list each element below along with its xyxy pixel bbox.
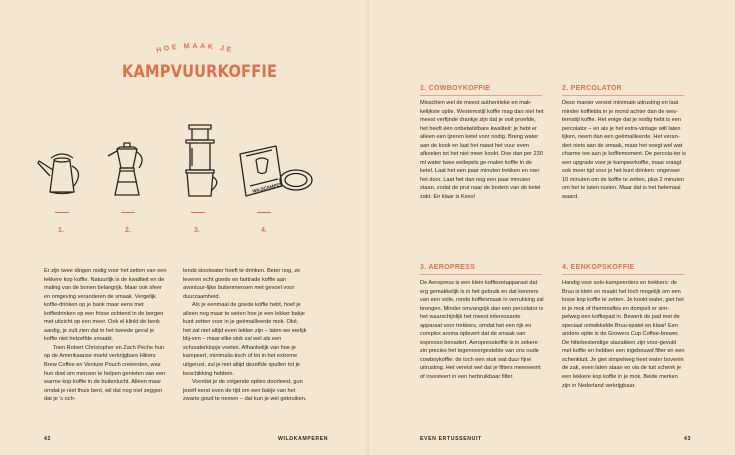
- svg-text:HOE MAAK JE: HOE MAAK JE: [155, 42, 235, 55]
- section-rule: [420, 274, 542, 275]
- tool-number-3: 3.: [194, 227, 200, 234]
- section-rule: [562, 95, 684, 96]
- section-text-cowboykoffie: Misschien wel de meest authentieke en mak-kelijkste optie. Westernstijl koffie mag dan niet het meest verfijnde drankje zijn dat je ooit proefde, het heeft één onbetwistbare kwaliteit: je hebt er alleen een ijzeren ketel voor nodig. Breng water aan de kook en laat het naast het vuur even afkoelen tot het niet meer kookt. Doe dan per 230 ml water twee eetlepels ge-malen koffie in de ketel. Laat het een paar minuten trekken en roer het door. Laat het dan nog een paar minuten staan, zodat de prut naar de bodem van de ketel zakt. En klaar is Kees!: [420, 100, 544, 201]
- percolator-icon: [104, 140, 150, 200]
- camping-kettle-icon: [36, 148, 88, 198]
- section-rule: [562, 274, 684, 275]
- intro-column-right: [183, 267, 307, 404]
- paragraph: Voordat je de volgende opties doorleest, gun jezelf eerst even de tijd om een bakje van het zwarte goud te nemen – dat kun je wel gebruiken.: [183, 379, 307, 403]
- running-title-right: EVEN ERTUSSENUIT: [420, 436, 482, 442]
- svg-text:WILDCAMPEN: WILDCAMPEN: [251, 181, 284, 194]
- tool-rule: [257, 212, 271, 213]
- aeropress-icon: [178, 122, 222, 200]
- tool-rule: [121, 212, 135, 213]
- section-text-aeropress: De Aeropress is een klein koffiezetapparaat dat erg gemakkelijk is in het gebruik en dat kenners van een volle, ronde koffiesmaak in verrukking zal brengen. Minder omvangrijk dan een percolator is het waarschijnlijk het meest interessante apparaat voor trekkers, omdat het een rijk en complex aroma oplevert dat de smaak van espresso benadert. Aeropresskoffie is in zekere zin precies het tegenovergestelde van ons oude cowboykoffie: de toch een stuk wat duur fijne uitrusting. Het vereist wel dat je filters meeneemt of investeert in een herbruikbaar filter.: [420, 280, 544, 381]
- page-title: KAMPVUURKOFFIE: [122, 62, 278, 82]
- tool-number-2: 2.: [125, 227, 131, 234]
- tool-number-1: 1.: [58, 227, 64, 234]
- page-gutter: [366, 0, 369, 455]
- paragraph: tends slootwater hoeft te drinken. Beter nog, ze leveren echt goede en fairtrade koffie aan avontuur-lijke buitenmensen met gevoel voor duurzaamheid.: [183, 268, 301, 300]
- tool-rule: [55, 212, 69, 213]
- paragraph: Er zijn twee dingen nodig voor het zetten van een lekkere kop koffie. Natuurlijk is de kwaliteit en de maling van de bonen belangrijk. Maar ook sfeer en omgeving veranderen de smaak. Vergelijk koffie-drinken op je bank maar eens met koffiedrinken op een frisse ochtend in de bergen met uitzicht op een meer. Ook el klinkt de benk aardig, je zult zien dat in het tweede geval je koffie niet hetzelfde smaakt.: [44, 268, 167, 343]
- page-number-left: 42: [44, 436, 51, 442]
- paragraph: Als je eenmaal de goede koffie hebt, hoef je alleen nog maar te weten hoe je een lekker bakje kunt zetten voor in je geëmailleerde mok. Oké, het zal niet altijd even lekker zijn – laten we eerlijk blij-ven – maar elke slok zal wel als een schouderklopje voelen. Afhankelijk van hoe je kampeert, minimalis-tisch of tot in het extreme uitgerust, zul je niet altijd dezelfde spullen tot je beschikking hebben.: [183, 302, 307, 377]
- pour-over-coffee-bag-icon: [236, 142, 316, 202]
- tool-number-4: 4.: [261, 227, 267, 234]
- page-number-right: 43: [684, 436, 691, 442]
- tool-rule: [191, 212, 205, 213]
- intro-column-left: [44, 267, 168, 404]
- section-heading-eenkopskoffie: 4. EENKOPSKOFFIE: [562, 264, 635, 271]
- paragraph: Toen Robert Christopher en Zach Peche hun op de Amerikaanse markt verkrijgbare Hikers Brew Coffee en Venture Pouch creëerden, was hun doel om mensen te helpen genieten van een warme kop koffie in de buitenlucht. Alleen maar omdat je niet thuis bent, wil dat nog niet zeggen dat je 's och-: [44, 344, 166, 403]
- running-title-left: WILDKAMPEREN: [278, 436, 329, 442]
- section-text-eenkopskoffie: Handig voor solo-kampeerders en trekkers: de Bruu is klein en maakt het toch mogelijk om een losse kop koffie te zetten. Je kookt water, giet het in je mok of thermosfles en dompelt er sim-pelweg een koffiepad in. Bewerk de pad met de speciaal ontwikkelde Bruu-spatel en klaar! Een andere optie is de Growers Cup Coffee-brewer. De hittebestendige stazakken zijn voor-gevuld met koffie en hebben een ingebouwd filter en een schenktuit. Je giet simpelweg heet water bovenin de zak, even laten staan en via de tuit schenk je een lekkere kop koffie in je mok. Beide merken zijn in Nederland verkrijgbaar.: [562, 280, 685, 389]
- section-heading-cowboykoffie: 1. COWBOYKOFFIE: [420, 85, 491, 92]
- section-text-percolator: Deze manier vereist minimale uitrusting en laat minder koffiebla in je mond achter dan de wes-ternstijl koffie. Het enige dat je nodig hebt is een percolator – en als je het extra-vintage wilt laten lijken, neem dan een geëmailleerde. Het veran-dert niets aan de smaak, maar het voegt wel wat charme toe aan je koffiemoment. De percola-tor is een upgrade voor je kampeerkoffie, maar vraagt ook meer tijd voor je het kunt drinken: ongeveer 10 minuten om de koffie te zetten, plus 2 minuten om het te laten rusten. Maar dat is het helemaal waard.: [562, 100, 686, 201]
- section-heading-percolator: 2. PERCOLATOR: [562, 85, 623, 92]
- section-heading-aeropress: 3. AEROPRESS: [420, 264, 476, 271]
- section-rule: [420, 95, 542, 96]
